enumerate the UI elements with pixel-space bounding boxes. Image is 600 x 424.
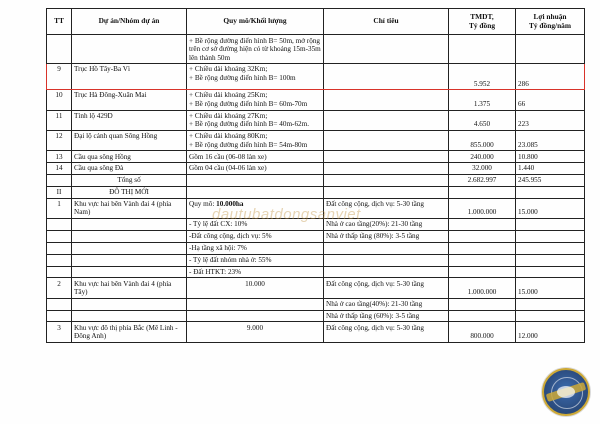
cell-tmdt: 1.375 [449, 90, 516, 110]
cell-project-name: Đại lộ cảnh quan Sông Hồng [72, 130, 187, 150]
table-row [47, 298, 585, 310]
cell-tt [47, 175, 72, 187]
cell-tmdt [449, 266, 516, 278]
cell-project-name: ĐÔ THỊ MỚI [72, 186, 187, 198]
quantity-line: + Bề rộng đường điển hình B= 40m-62m. [189, 120, 310, 129]
quantity-line: 9.000 [246, 323, 264, 332]
cell-tmdt: 5.952 [449, 64, 516, 90]
cell-criteria: Đất công cộng, dịch vụ: 5-30 tầng [324, 322, 449, 342]
quantity-line: + Bề rộng đường điển hình B= 100m [189, 73, 296, 82]
cell-quantity [187, 278, 324, 298]
cell-tt: 13 [47, 151, 72, 163]
table-row [47, 130, 585, 150]
project-table [46, 8, 585, 343]
cell-project-name: Tổng số [72, 175, 187, 187]
cell-quantity [187, 110, 324, 130]
cell-quantity [187, 151, 324, 163]
cell-quantity [187, 266, 324, 278]
cell-tt [47, 219, 72, 231]
quantity-line: Quy mô: 10.000ha [189, 199, 244, 208]
cell-quantity [187, 322, 324, 342]
cell-criteria [324, 163, 449, 175]
table-row [47, 163, 585, 175]
cell-tmdt: 1.000.000 [449, 198, 516, 218]
cell-tt: 10 [47, 90, 72, 110]
cell-project-name [72, 310, 187, 322]
header-profit-line1: Lợi nhuận [533, 12, 567, 21]
cell-project-name [72, 242, 187, 254]
cell-tmdt: 855.000 [449, 130, 516, 150]
cell-tt: II [47, 186, 72, 198]
cell-criteria: Đất công cộng, dịch vụ: 5-30 tầng [324, 198, 449, 218]
quantity-line: + Chiều dài khoảng 80Km; [189, 132, 268, 141]
header-profit-line2: Tỷ đồng/năm [528, 20, 572, 30]
cell-profit: 15.000 [516, 278, 585, 298]
header-tt: TT [47, 9, 72, 35]
cell-criteria [324, 266, 449, 278]
cell-quantity [187, 90, 324, 110]
cell-tmdt [449, 254, 516, 266]
table-row [47, 322, 585, 342]
cell-tt: 14 [47, 163, 72, 175]
header-tmdt-line2: Tỷ đồng [468, 20, 496, 30]
quantity-line: - Tỷ lệ đất CX: 10% [189, 220, 248, 229]
quantity-line: + Bề rộng đường điển hình B= 60m-70m [189, 99, 308, 108]
quantity-line: + Bề rộng đường điển hình B= 50m, mở rộng trên cơ sở đường hiện có từ khoảng 15m-35m lên thành 50m [189, 36, 321, 62]
table-row [47, 35, 585, 64]
cell-project-name [72, 219, 187, 231]
cell-criteria [324, 90, 449, 110]
quantity-line: + Bề rộng đường điển hình B= 54m-80m [189, 140, 308, 149]
quantity-line: -Hạ tầng xã hội: 7% [189, 244, 247, 253]
cell-criteria: Nhà ở cao tầng(40%): 21-30 tầng [324, 298, 449, 310]
cell-tt: 12 [47, 130, 72, 150]
table-row [47, 186, 585, 198]
cell-quantity [187, 175, 324, 187]
cell-profit: 245.955 [516, 175, 585, 187]
seal-band [546, 382, 587, 402]
cell-tmdt [449, 242, 516, 254]
cell-tt [47, 266, 72, 278]
cell-profit [516, 35, 585, 64]
cell-quantity [187, 198, 324, 218]
table-row [47, 151, 585, 163]
cell-quantity [187, 163, 324, 175]
cell-project-name [72, 254, 187, 266]
cell-quantity [187, 298, 324, 310]
quantity-line: + Chiều dài khoảng 25Km; [189, 91, 268, 100]
cell-tmdt [449, 219, 516, 231]
quantity-line: Gồm 16 cầu (06-08 làn xe) [189, 152, 267, 161]
quantity-line: - Tỷ lệ đất nhóm nhà ở: 55% [189, 255, 272, 264]
cell-criteria [324, 186, 449, 198]
cell-quantity [187, 186, 324, 198]
cell-quantity [187, 219, 324, 231]
cell-profit: 23.085 [516, 130, 585, 150]
cell-tmdt: 2.682.997 [449, 175, 516, 187]
cell-tt: 2 [47, 278, 72, 298]
table-row [47, 254, 585, 266]
header-profit [516, 9, 585, 35]
cell-project-name: Trục Hồ Tây-Ba Vì [72, 64, 187, 90]
cell-tt: 11 [47, 110, 72, 130]
cell-tt [47, 254, 72, 266]
cell-profit [516, 310, 585, 322]
cell-profit: 223 [516, 110, 585, 130]
cell-quantity [187, 254, 324, 266]
cell-tmdt [449, 186, 516, 198]
cell-tmdt: 1.000.000 [449, 278, 516, 298]
cell-tmdt: 240.000 [449, 151, 516, 163]
cell-profit [516, 230, 585, 242]
cell-criteria [324, 151, 449, 163]
cell-profit [516, 219, 585, 231]
cell-criteria: Nhà ở thấp tầng (80%): 3-5 tầng [324, 230, 449, 242]
cell-tt [47, 242, 72, 254]
cell-criteria: Đất công cộng, dịch vụ: 5-30 tầng [324, 278, 449, 298]
cell-criteria [324, 242, 449, 254]
cell-tmdt [449, 230, 516, 242]
cell-project-name [72, 35, 187, 64]
cell-profit: 10.800 [516, 151, 585, 163]
cell-project-name [72, 266, 187, 278]
cell-criteria [324, 35, 449, 64]
cell-tt: 9 [47, 64, 72, 90]
table-row [47, 90, 585, 110]
cell-quantity [187, 242, 324, 254]
cell-profit [516, 254, 585, 266]
cell-profit: 1.440 [516, 163, 585, 175]
cell-tt [47, 230, 72, 242]
cell-project-name: Trục Hà Đông-Xuân Mai [72, 90, 187, 110]
official-seal-icon [542, 368, 590, 416]
table-row [47, 266, 585, 278]
cell-criteria [324, 64, 449, 90]
cell-profit: 286 [516, 64, 585, 90]
cell-criteria [324, 254, 449, 266]
cell-criteria [324, 130, 449, 150]
watermark-text: dautubatdongsanviet [212, 206, 361, 223]
quantity-line: -Đất công cộng, dịch vụ: 5% [189, 232, 272, 241]
cell-tt: 1 [47, 198, 72, 218]
cell-project-name [72, 230, 187, 242]
cell-quantity [187, 64, 324, 90]
quantity-line: - Đất HTKT: 23% [189, 267, 242, 276]
cell-project-name: Cầu qua sông Đà [72, 163, 187, 175]
cell-profit [516, 298, 585, 310]
quantity-line: + Chiều dài khoảng 27Km; [189, 111, 268, 120]
quantity-line: + Chiều dài khoảng 32Km; [189, 65, 268, 74]
cell-quantity [187, 130, 324, 150]
quantity-line: 10.000 [245, 279, 265, 288]
cell-tt: 3 [47, 322, 72, 342]
table-row [47, 230, 585, 242]
cell-project-name: Khu vực đô thị phía Bắc (Mê Linh - Đông Anh) [72, 322, 187, 342]
cell-profit [516, 242, 585, 254]
cell-quantity [187, 35, 324, 64]
cell-tt [47, 298, 72, 310]
table-row [47, 198, 585, 218]
cell-project-name [72, 298, 187, 310]
table-row [47, 175, 585, 187]
table-row [47, 64, 585, 90]
cell-tmdt [449, 310, 516, 322]
cell-project-name: Tỉnh lộ 429D [72, 110, 187, 130]
cell-profit: 15.000 [516, 198, 585, 218]
header-project: Dự án/Nhóm dự án [72, 9, 187, 35]
header-tmdt [449, 9, 516, 35]
cell-quantity [187, 230, 324, 242]
cell-profit: 12.000 [516, 322, 585, 342]
cell-tmdt: 4.650 [449, 110, 516, 130]
cell-tmdt: 800.000 [449, 322, 516, 342]
cell-criteria [324, 175, 449, 187]
cell-project-name: Cầu qua sông Hồng [72, 151, 187, 163]
table-row [47, 110, 585, 130]
cell-tt [47, 35, 72, 64]
cell-criteria [324, 110, 449, 130]
cell-tmdt: 32.000 [449, 163, 516, 175]
cell-tmdt [449, 298, 516, 310]
table-body [47, 35, 585, 342]
table-header [47, 9, 585, 35]
cell-project-name: Khu vực hai bên Vành đai 4 (phía Nam) [72, 198, 187, 218]
table-header-row [47, 9, 585, 35]
table-row [47, 242, 585, 254]
quantity-line: Gồm 04 cầu (04-06 làn xe) [189, 164, 267, 173]
table-row [47, 310, 585, 322]
cell-profit [516, 266, 585, 278]
cell-project-name: Khu vực hai bên Vành đai 4 (phía Tây) [72, 278, 187, 298]
table-row [47, 278, 585, 298]
cell-quantity [187, 310, 324, 322]
cell-profit: 66 [516, 90, 585, 110]
cell-criteria: Nhà ở cao tầng(20%): 21-30 tầng [324, 219, 449, 231]
header-quantity: Quy mô/Khối lượng [187, 9, 324, 35]
header-criteria: Chỉ tiêu [324, 9, 449, 35]
header-tmdt-line1: TMDT, [470, 12, 494, 21]
table-row [47, 219, 585, 231]
cell-profit [516, 186, 585, 198]
cell-criteria: Nhà ở thấp tầng (60%): 3-5 tầng [324, 310, 449, 322]
cell-tmdt [449, 35, 516, 64]
cell-tt [47, 310, 72, 322]
